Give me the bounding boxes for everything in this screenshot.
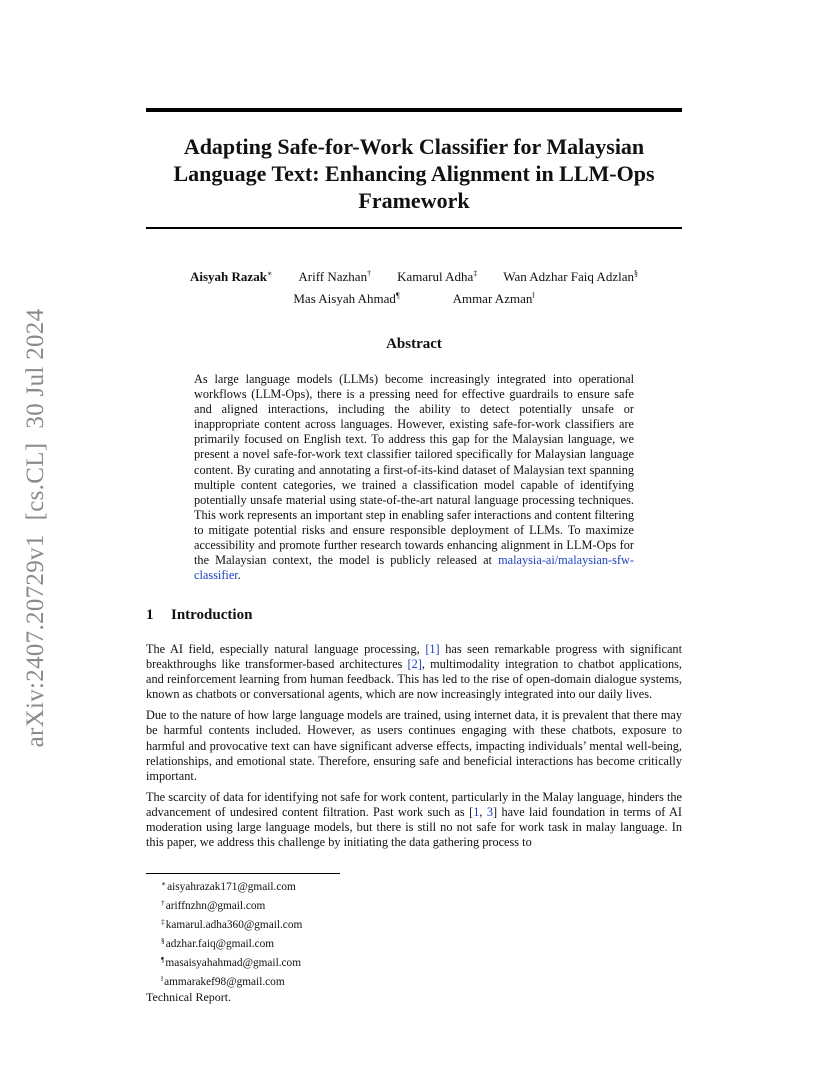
- arxiv-identifier-stamp: [22, 309, 50, 748]
- arxiv-id: arXiv:2407.20729v1: [22, 534, 49, 748]
- author: Mas Aisyah Ahmad¶: [293, 291, 400, 306]
- section-title: Introduction: [171, 607, 253, 623]
- abstract-heading: Abstract: [386, 336, 442, 352]
- abstract-text: As large language models (LLMs) become increasingly integrated into operational workflows (LLM-Ops), there is a pressing need for effective guardrails to ensure safe and aligned interactions, including the ability to detect potentially unsafe or inappropriate content across languages. However, existing safe-for-work classifiers are primarily focused on English text. To address this gap for the Malaysian language, we present a novel safe-for-work text classifier tailored specifically for Malaysian language content. By curating and annotating a first-of-its-kind dataset of Malaysian text spanning multiple content categories, we trained a classification model capable of identifying potentially unsafe material using state-of-the-art natural language processing techniques. This work represents an important step in enabling safer interactions and content filtering to mitigate potential risks and ensure responsible deployment of LLMs. To maximize accessibility and promote further research towards enhancing alignment in LLM-Ops for the Malaysian context, the model is publicly released at malaysia-ai/malaysian-sfw-classifier.: [194, 372, 634, 583]
- paragraph: The AI field, especially natural language processing, [1] has seen remarkable progress with significant breakthroughs like transformer-based architectures [2], multimodality integration to chatbot applications, and reinforcement learning from human feedback. This has led to the rise of open-domain dialogue systems, known as chatbots or conversational agents, which are now increasingly integrated into our daily lives.: [146, 642, 683, 702]
- citation-link[interactable]: [1]: [425, 642, 440, 656]
- model-release-link[interactable]: malaysia-ai/malaysian-sfw-classifier: [194, 553, 634, 583]
- section-heading-introduction: [146, 607, 252, 624]
- author: Aisyah Razak∗: [190, 269, 273, 284]
- paragraph: The scarcity of data for identifying not safe for work content, particularly in the Malay language, hinders the advancement of undesired content filtration. Past work such as [1, 3] have laid foundation in terms of AI moderation using large language models, but there is still no not safe for work task in malay language. In this paper, we address this challenge by initiating the data gathering process to: [146, 789, 683, 850]
- footnote-rule: [146, 873, 340, 874]
- paragraph: Due to the nature of how large language models are trained, using internet data, it is prevalent that there may be harmful contents included. However, as users continues engaging with these chatbots, exposure to harmful and provocative text can have significant adverse effects, impacting individuals’ mental well-being, relationships, and emotional state. Therefore, ensuring safe and beneficial interactions has become critically important.: [146, 708, 682, 783]
- author-list: [146, 264, 682, 308]
- footnote: ‖ammarakef98@gmail.com: [161, 974, 285, 988]
- footnote: †ariffnzhn@gmail.com: [161, 898, 266, 912]
- author-row-2: [146, 286, 682, 308]
- footnotes: [161, 876, 302, 990]
- arxiv-category: [cs.CL]: [22, 442, 49, 521]
- author: Ariff Nazhan†: [298, 269, 372, 284]
- arxiv-date: 30 Jul 2024: [22, 308, 49, 429]
- citation-link[interactable]: 1: [473, 804, 480, 819]
- author: Wan Adzhar Faiq Adzlan§: [503, 269, 638, 284]
- author-row-1: [146, 264, 682, 286]
- title-bottom-rule: [146, 227, 682, 229]
- paper-title: Adapting Safe-for-Work Classifier for Malaysian Language Text: Enhancing Alignment in LLM-Ops Framework: [173, 134, 655, 213]
- footnote: ∗aisyahrazak171@gmail.com: [161, 879, 296, 893]
- footnote: ¶masaisyahahmad@gmail.com: [161, 955, 301, 969]
- footnote: §adzhar.faiq@gmail.com: [161, 936, 275, 950]
- citation-link[interactable]: [2]: [407, 657, 422, 672]
- footnote: ‡kamarul.adha360@gmail.com: [161, 917, 303, 931]
- author: Kamarul Adha‡: [397, 269, 478, 284]
- section-number: 1: [146, 607, 154, 623]
- author: Ammar Azman‖: [452, 291, 535, 306]
- citation-link[interactable]: 3: [486, 804, 493, 819]
- introduction-body: [146, 642, 682, 856]
- title-top-rule: [146, 108, 682, 112]
- footer-note: Technical Report.: [146, 990, 232, 1004]
